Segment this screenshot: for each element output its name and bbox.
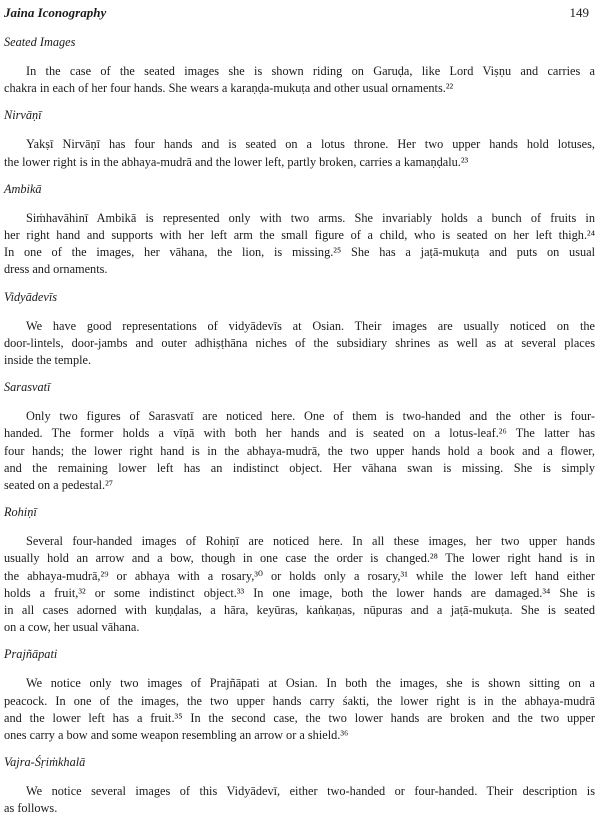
paragraph: We notice several images of this Vidyādevī, either two-handed or four-handed. Their description is as follows. [4, 784, 595, 816]
paragraph: Siṁhavāhinī Ambikā is represented only with two arms. She invariably holds a bunch of fruits in her right hand and supports with her left arm the small figure of a child, who is seated on her left thigh.²⁴ In one of the images, her vāhana, the lion, is missing.²⁵ She has a jaṭā-mukuṭa and puts on usual dress and ornaments. [4, 210, 595, 277]
section-heading: Seated Images [4, 35, 76, 49]
section-ambika [4, 181, 595, 279]
section-prajnapati [4, 646, 595, 744]
section-heading: Sarasvatī [4, 380, 51, 395]
paragraph: Several four-handed images of Rohiṇī are noticed here. In all these images, her two upper hands usually hold an arrow and a bow, though in one case the order is changed.²⁸ The lower right hand is in the abhaya-mudrā,²⁹ or abhaya with a rosary,³⁰ or holds only a rosary,³¹ while the lower left hand either holds a fruit,³² or some indistinct object.³³ In one image, both the lower hands are damaged.³⁴ She is in all cases adorned with kuṇḍalas, a hāra, keyūras, kaṅkaṇas, nūpuras and a jaṭā-mukuṭa. She is seated on a cow, her usual vāhana. [4, 534, 595, 635]
page-number: 149 [569, 5, 589, 20]
section-heading: Rohiṇī [4, 505, 37, 520]
section-seated-images [4, 34, 595, 97]
section-heading: Prajñāpati [4, 647, 58, 662]
section-heading: Vidyādevīs [4, 289, 58, 304]
paragraph: In the case of the seated images she is shown riding on Garuḍa, like Lord Viṣṇu and carries a chakra in each of her four hands. She wears a karaṇḍa-mukuṭa and other usual ornaments.²² [4, 64, 595, 96]
section-vajra-srimkhala [4, 754, 595, 817]
paragraph: Only two figures of Sarasvatī are noticed here. One of them is two-handed and the other is four- handed. The former holds a vīṇā with both her hands and is seated on a lotus-leaf.²⁶ The latter has four hands; the lower right hand is in the abhaya-mudrā, the two upper hands hold a book and a flower, and the remaining lower left has an indistinct object. Her vāhana swan is missing. She is simply seated on a pedestal.²⁷ [4, 409, 595, 493]
paragraph: Yakṣī Nirvāṇī has four hands and is seated on a lotus throne. Her two upper hands hold lotuses, the lower right is in the abhaya-mudrā and the lower left, partly broken, carries a kamaṇḍalu.²³ [4, 137, 595, 169]
page-header [4, 4, 595, 24]
section-sarasvati [4, 379, 595, 494]
paragraph: We notice only two images of Prajñāpati at Osian. In both the images, she is shown sitting on a peacock. In one of the images, the two upper hands carry śakti, the lower right is in the abhaya-mudrā and the lower left has a fruit.³⁵ In the second case, the two lower hands are broken and the two upper ones carry a bow and some weapon resembling an arrow or a shield.³⁶ [4, 676, 595, 743]
section-rohini [4, 504, 595, 636]
section-heading: Nirvāṇī [4, 108, 42, 123]
section-nirvani [4, 107, 595, 170]
section-heading: Vajra-Śṛiṁkhalā [4, 755, 86, 770]
running-title: Jaina Iconography [4, 5, 107, 20]
section-vidyadevis [4, 289, 595, 370]
section-heading: Ambikā [4, 181, 42, 196]
paragraph: We have good representations of vidyādevīs at Osian. Their images are usually noticed on the door-lintels, door-jambs and outer adhiṣṭhāna niches of the subsidiary shrines as well as at several places inside the temple. [4, 318, 595, 368]
